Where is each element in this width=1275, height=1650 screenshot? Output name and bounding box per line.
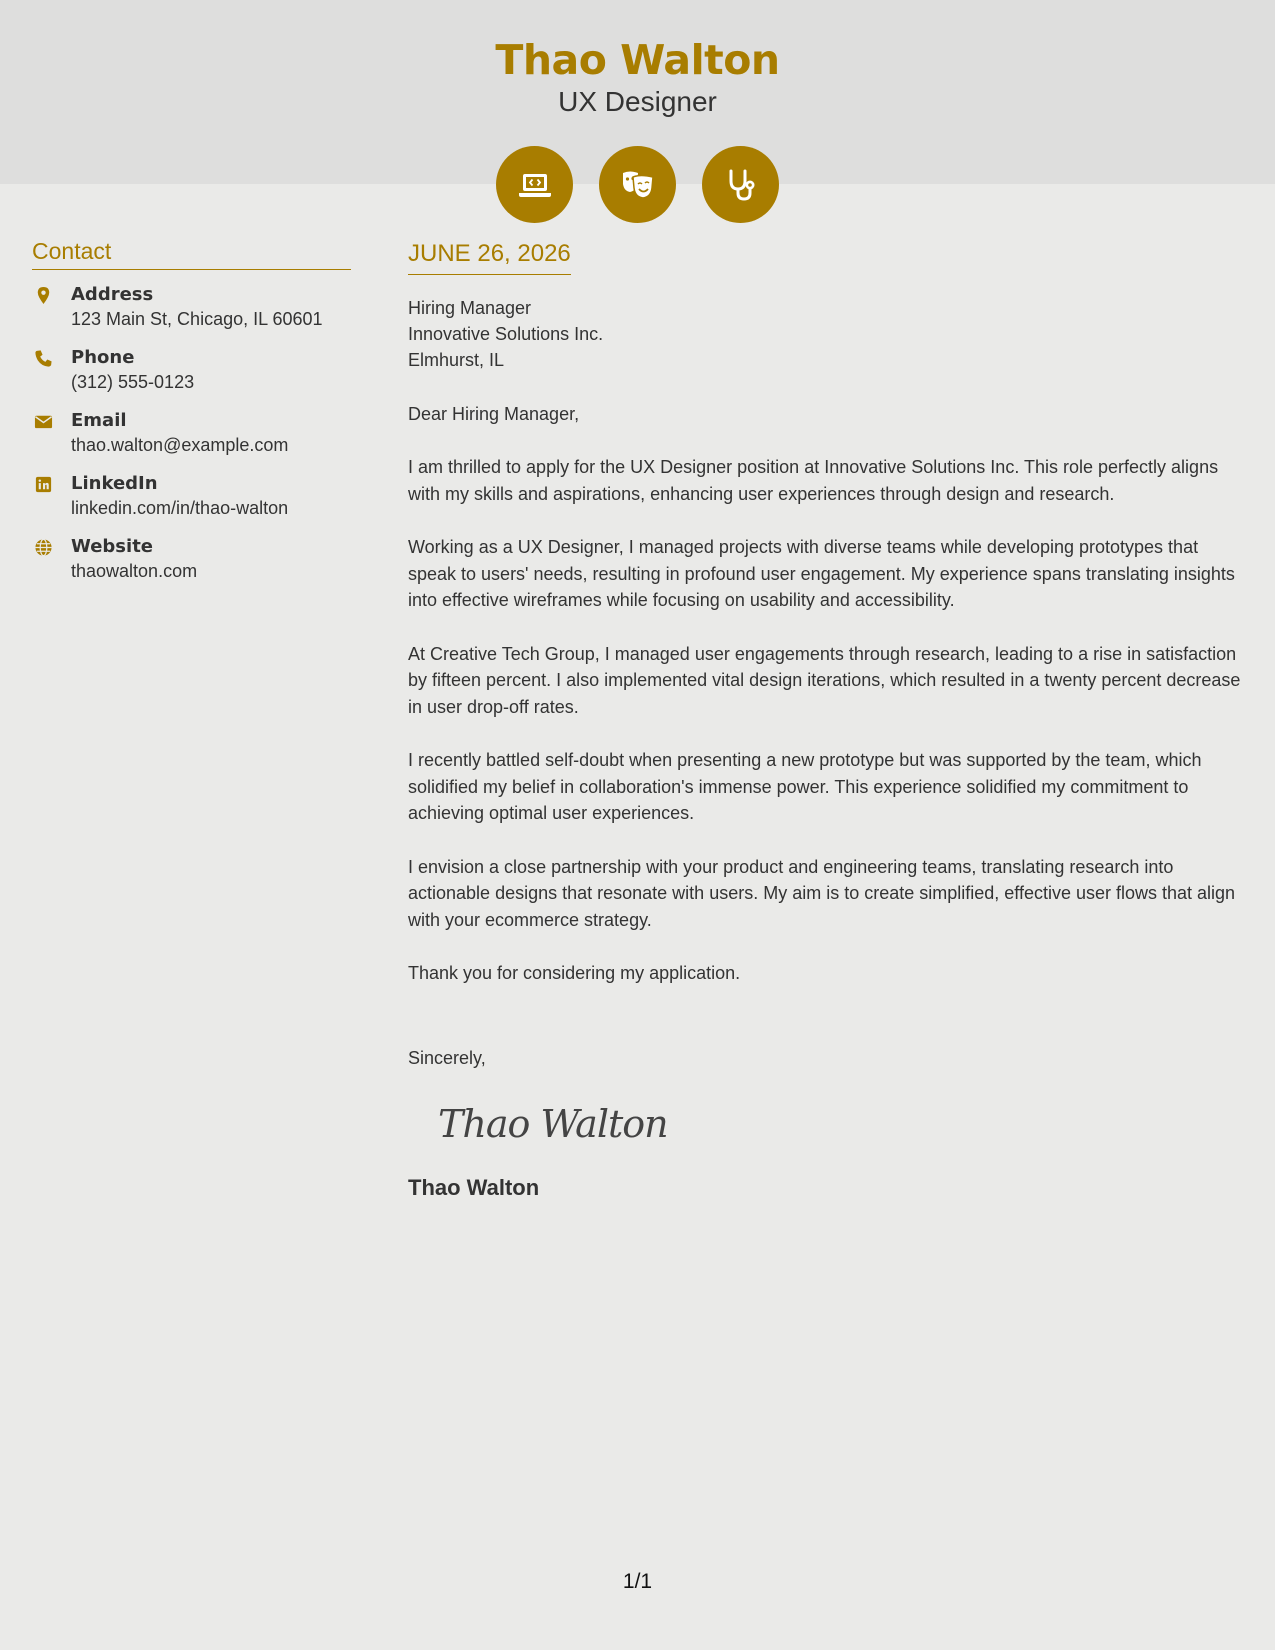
page-number: 1/1 [622, 1570, 653, 1593]
contact-list [32, 282, 351, 597]
phone-icon [34, 349, 53, 368]
contact-item-phone [32, 345, 351, 408]
recipient-name: Hiring Manager [408, 298, 532, 318]
globe-icon [34, 538, 53, 557]
letter-body [408, 240, 1243, 1201]
signature: Thao Walton [438, 1101, 668, 1146]
envelope-icon [34, 412, 53, 431]
badge-row [496, 146, 779, 223]
job-title: UX Designer [558, 86, 717, 117]
theater-masks-badge [599, 146, 676, 223]
contact-item-address [32, 282, 351, 345]
laptop-code-icon [515, 165, 555, 205]
stethoscope-badge [702, 146, 779, 223]
paragraph: Working as a UX Designer, I managed projects with diverse teams while developing prototypes that speak to users' needs, resulting in profound user engagement. My experience spans translating insights into effective wireframes while focusing on usability and accessibility. [408, 537, 1235, 610]
paragraph: At Creative Tech Group, I managed user engagements through research, leading to a rise in satisfaction by fifteen percent. I also implemented vital design iterations, which resulted in a twenty percent decrease in user drop-off rates. [408, 643, 1241, 717]
contact-label: LinkedIn [71, 473, 158, 494]
stethoscope-icon [721, 165, 761, 205]
contact-value: (312) 555-0123 [71, 372, 195, 392]
paragraph: I am thrilled to apply for the UX Designer position at Innovative Solutions Inc. This role perfectly aligns with my skills and aspirations, enhancing user experiences through design and research. [408, 457, 1219, 504]
theater-masks-icon [618, 165, 658, 205]
applicant-name: Thao Walton [495, 36, 780, 84]
paragraph: I envision a close partnership with your product and engineering teams, translating research into actionable designs that resonate with users. My aim is to create simplified, effective user flows that align with your ecommerce strategy. [408, 856, 1236, 930]
paragraph: I recently battled self-doubt when presenting a new prototype but was supported by the team, which solidified my belief in collaboration's immense power. This experience solidified my commitment to achieving optimal user experiences. [408, 750, 1202, 823]
closing: Sincerely, [408, 1047, 486, 1068]
contact-label: Address [71, 284, 154, 305]
contact-value: thao.walton@example.com [71, 435, 289, 455]
map-pin-icon [34, 286, 53, 305]
contact-heading: Contact [32, 238, 351, 270]
greeting: Dear Hiring Manager, [408, 404, 580, 424]
contact-item-email [32, 408, 351, 471]
recipient-location: Elmhurst, IL [408, 350, 505, 370]
paragraph: Thank you for considering my application. [408, 963, 741, 983]
contact-sidebar [32, 238, 351, 597]
contact-value: thaowalton.com [71, 561, 198, 581]
contact-label: Website [71, 536, 154, 557]
contact-label: Phone [71, 347, 135, 368]
contact-value: linkedin.com/in/thao-walton [71, 498, 289, 518]
contact-value: 123 Main St, Chicago, IL 60601 [71, 309, 323, 329]
contact-item-website [32, 534, 351, 597]
contact-label: Email [71, 410, 127, 431]
signed-name: Thao Walton [408, 1174, 540, 1200]
recipient-block [408, 295, 1243, 373]
letter-date: JUNE 26, 2026 [408, 240, 571, 275]
laptop-code-badge [496, 146, 573, 223]
contact-item-linkedin [32, 471, 351, 534]
linkedin-icon [34, 475, 53, 494]
recipient-company: Innovative Solutions Inc. [408, 324, 604, 344]
